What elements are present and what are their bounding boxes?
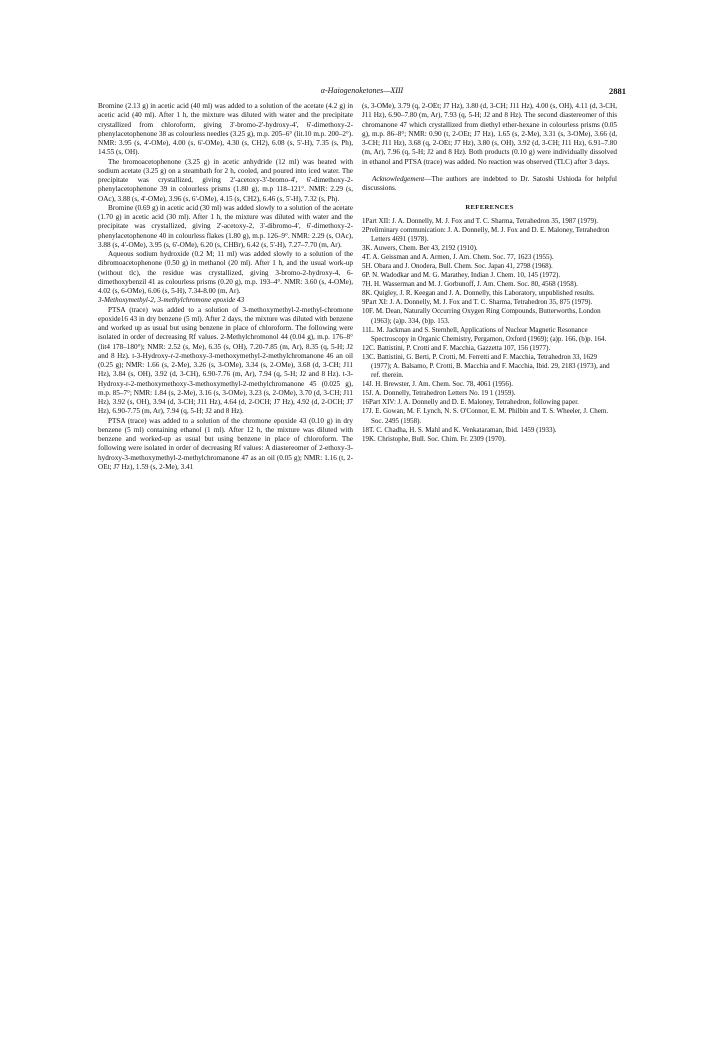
reference-item: 3K. Auwers, Chem. Ber 43, 2192 (1910). — [362, 243, 478, 252]
left-column — [98, 102, 353, 472]
reference-item: 1Part XII: J. A. Donnelly, M. J. Fox and T. C. Sharma, Tetrahedron 35, 1987 (1979). — [362, 216, 599, 225]
reference-item: 12C. Battistini, P. Crotti and F. Macchia, Gazzetta 107, 156 (1977). — [362, 343, 551, 352]
page-number: 2881 — [609, 86, 626, 96]
paragraph: Bromine (0.69 g) in acetic acid (30 ml) was added slowly to a solution of the acetate (1.70 g) in acetic acid (30 ml). After 1 h, the mixture was diluted with water and the precipitate was crystallized, giving 2'-acetoxy-2, 3'-dibromo-4', 6'-dimethoxy-2-phenylacetophenone 40 in colourless flakes (1.80 g), m.p. 126–9°. NMR: 2.29 (s, OAc), 3.88 (s, 4'-OMe), 3.95 (s, 6'-OMe), 6.20 (s, CHBr), 6.42 (s, 5'-H), 7.27–7.70 (m, Ar). — [98, 203, 353, 249]
reference-item: 8K. Quigley, J. R. Keegan and J. A. Donnelly, this Laboratory, unpublished results. — [362, 289, 595, 298]
right-column — [362, 102, 617, 444]
reference-item: 18T. C. Chadha, H. S. Mahl and K. Venkataraman, Ibid. 1459 (1933). — [362, 425, 557, 434]
reference-item: 19K. Christophe, Bull. Soc. Chim. Fr. 2309 (1970). — [362, 434, 506, 443]
reference-item: 11L. M. Jackman and S. Sternhell, Applications of Nuclear Magnetic Resonance Spectroscopy in Organic Chemistry, Pergamon, Oxford (1969); (a)p. 166, (b)p. 164. — [362, 325, 607, 343]
reference-item: 14J. H. Brewster, J. Am. Chem. Soc. 78, 4061 (1956). — [362, 380, 513, 389]
acknowledgement-label: Acknowledgement — [372, 174, 425, 183]
acknowledgement-text: —The authors are indebted to Dr. Satoshi Ushioda for helpful discussions. — [362, 174, 617, 192]
paragraph: Bromine (2.13 g) in acetic acid (40 ml) was added to a solution of the acetate (4.2 g) in acetic acid (40 ml). After 1 h, the mixture was diluted with water and the precipitate crystallized from chloroform, giving 3'-bromo-2'-hydroxy-4', 6'-dimethoxy-2-phenylacetophenone 38 as colourless needles (3.25 g), m.p. 205–6° (lit.10 m.p. 200–2°). NMR: 3.95 (s, 4'-OMe), 4.00 (s, 6'-OMe), 4.30 (s, CH2), 6.08 (s, 5'-H), 7.35 (s, Ph), 14.55 (s, OH). — [98, 102, 353, 157]
reference-item: 15J. A. Donnelly, Tetrahedron Letters No. 19 1 (1959). — [362, 389, 516, 398]
running-title: α-Haiogenoketones—XIII — [320, 86, 404, 95]
section-heading: 3-Methoxymethyl-2, 3-methylchromone epoxide 43 — [98, 296, 245, 305]
paragraph: The bromoacetophenone (3.25 g) in acetic anhydride (12 ml) was heated with sodium acetate (3.25 g) on a steambath for 2 h, cooled, and poured into iced water. The precipitate was crystallized, giving 2'-acetoxy-3'-bromo-4', 6'-dimethoxy-2-phenylacetophenone 39 in colourless prisms (1.80 g), m.p 118–121°. NMR: 2.29 (s, OAc), 3.88 (s, 4'-OMe), 3.96 (s, 6'-OMe), 4.15 (s, CH2), 6.46 (s, 5'-H), 7.32 (s, Ph). — [98, 157, 353, 203]
reference-item: 2Preliminary communication: J. A. Donnelly, M. J. Fox and D. E. Maloney, Tetrahedron Letters 4691 (1978). — [362, 225, 610, 243]
page-header — [98, 86, 626, 100]
reference-item: 7H. H. Wasserman and M. J. Gorbunoff, J. Am. Chem. Soc. 80, 4568 (1958). — [362, 280, 578, 289]
reference-item: 17J. E. Gowan, M. F. Lynch, N. S. O'Connor, E. M. Philbin and T. S. Wheeler, J. Chem. Soc. 2495 (1958). — [362, 407, 609, 425]
paragraph: Aqueous sodium hydroxide (0.2 M; 11 ml) was added slowly to a solution of the dibromoacetophenone (0.50 g) in methanol (20 ml). After 1 h, and the usual work-up (without tlc), the residue was crystallized, giving 3-bromo-2-hydroxy-4, 6-dimethoxybenzil 41 as colourless prisms (0.20 g), m.p. 193–4°. NMR: 3.60 (s, 4-OMe), 4.02 (s, 6-OMe), 6.06 (s, 5-H), 7.34-8.00 (m, Ar). — [98, 250, 353, 295]
paragraph: PTSA (trace) was added to a solution of 3-methoxymethyl-2-methyl-chromone epoxide16 43 in dry benzene (5 ml). After 2 days, the mixture was diluted with benzene and worked up as usual but using benzene in place of chloroform. The following were isolated in order of decreasing Rf values. 2-Methylchromonol 44 (0.04 g), m.p. 176–8° (lit4 178–180°); NMR: 2.52 (s, Me), 6.35 (s, OH), 7.20-7.85 (m, Ar), 8.35 (q, 5-H; J2 and 8 Hz). t-3-Hydroxy-r-2-methoxy-3-methoxymethyl-2-methylchromanone 46 an oil (0.25 g); NMR: 1.66 (s, 2-Me), 3.26 (s, 3-OMe), 3.34 (s, 2-OMe), 3.68 (d, 3-CH; J11 Hz), 3.84 (s, OH), 3.92 (d, 3-CH), 6.90-7.76 (m, Ar), 7.94 (q, 5-H; J2 and 8 Hz). t-3-Hydroxy-r-2-methoxymethoxy-3-methoxymethyl-2-methylchromanone 45 (0.025 g), m.p. 85–7°; NMR: 1.84 (s, 2-Me), 3.16 (s, 3-OMe), 3.23 (s, 2-OMe), 3.70 (d, 3-CH; J11 Hz), 3.92 (s, OH), 3.94 (d, 3-CH; J11 Hz), 4.64 (d, 2-OCH; J7 Hz), 4.92 (d, 2-OCH; J7 Hz), 6.90-7.75 (m, Ar), 7.94 (q, 5-H; J2 and 8 Hz). — [98, 305, 353, 416]
reference-item: 16Part XIV: J. A. Donnelly and D. E. Maloney, Tetrahedron, following paper. — [362, 398, 579, 407]
reference-item: 13C. Battistini, G. Berti, P. Crotti, M. Ferretti and F. Macchia, Tetrahedron 33, 1629 (1977); A. Balsamo, P. Crotti, B. Macchia and F. Macchia, Ibid. 29, 2183 (1973), and ref. therein. — [362, 352, 610, 380]
paragraph-continuation: (s, 3-OMe), 3.79 (q, 2-OEt; J7 Hz), 3.80 (d, 3-CH; J11 Hz), 4.00 (s, OH), 4.11 (d, 3-CH, J11 Hz), 6.90–7.80 (m, Ar), 7.93 (q, 5-H; J2 and 8 Hz). The second diastereomer of this chromanone 47 which crystallized from diethyl ether-hexane in colourless prisms (0.05 g), m.p. 86–8°; NMR: 0.90 (t, 2-OEt; J7 Hz), 1.65 (s, 2-Me), 3.31 (s, 3-OMe), 3.66 (d, 3-CH; J11 Hz), 3.68 (q, 2-OEt; J7 Hz), 3.80 (s, OH), 3.92 (d, 3-CH; J11 Hz), 6.91–7.80 (m, Ar), 7.96 (q, 5-H; J2 and 8 Hz). Both products (0.10 g) were individually dissolved in ethanol and PTSA (trace) was added. No reaction was observed (TLC) after 3 days. — [362, 102, 617, 166]
reference-list — [362, 217, 617, 444]
references-title: REFERENCES — [465, 204, 514, 212]
paragraph: PTSA (trace) was added to a solution of the chromone epoxide 43 (0.10 g) in dry benzene (5 ml) containing ethanol (1 ml). After 12 h, the mixture was diluted with benzene and worked-up as usual but using benzene in place of chloroform. The following were isolated in order of decreasing Rf values: A diastereomer of 2-ethoxy-3-hydroxy-3-methoxymethyl-2-methylchromanone 47 as an oil (0.05 g); NMR: 1.16 (t, 2-OEt; J7 Hz), 1.59 (s, 2-Me), 3.41 — [98, 416, 353, 471]
reference-item: 9Part XI: J. A. Donnelly, M. J. Fox and T. C. Sharma, Tetrahedron 35, 875 (1979). — [362, 298, 593, 307]
reference-item: 10F. M. Dean, Naturally Occurring Oxygen Ring Compounds, Butterworths, London (1963); (a)p. 334, (b)p. 153. — [362, 307, 601, 325]
reference-item: 4T. A. Geissman and A. Armen, J. Am. Chem. Soc. 77, 1623 (1955). — [362, 252, 554, 261]
reference-item: 5H. Obara and J. Onodera, Bull. Chem. Soc. Japan 41, 2798 (1968). — [362, 261, 553, 270]
reference-item: 6P. N. Wadodkar and M. G. Marathey, Indian J. Chem. 10, 145 (1972). — [362, 271, 561, 280]
acknowledgement — [362, 175, 617, 194]
